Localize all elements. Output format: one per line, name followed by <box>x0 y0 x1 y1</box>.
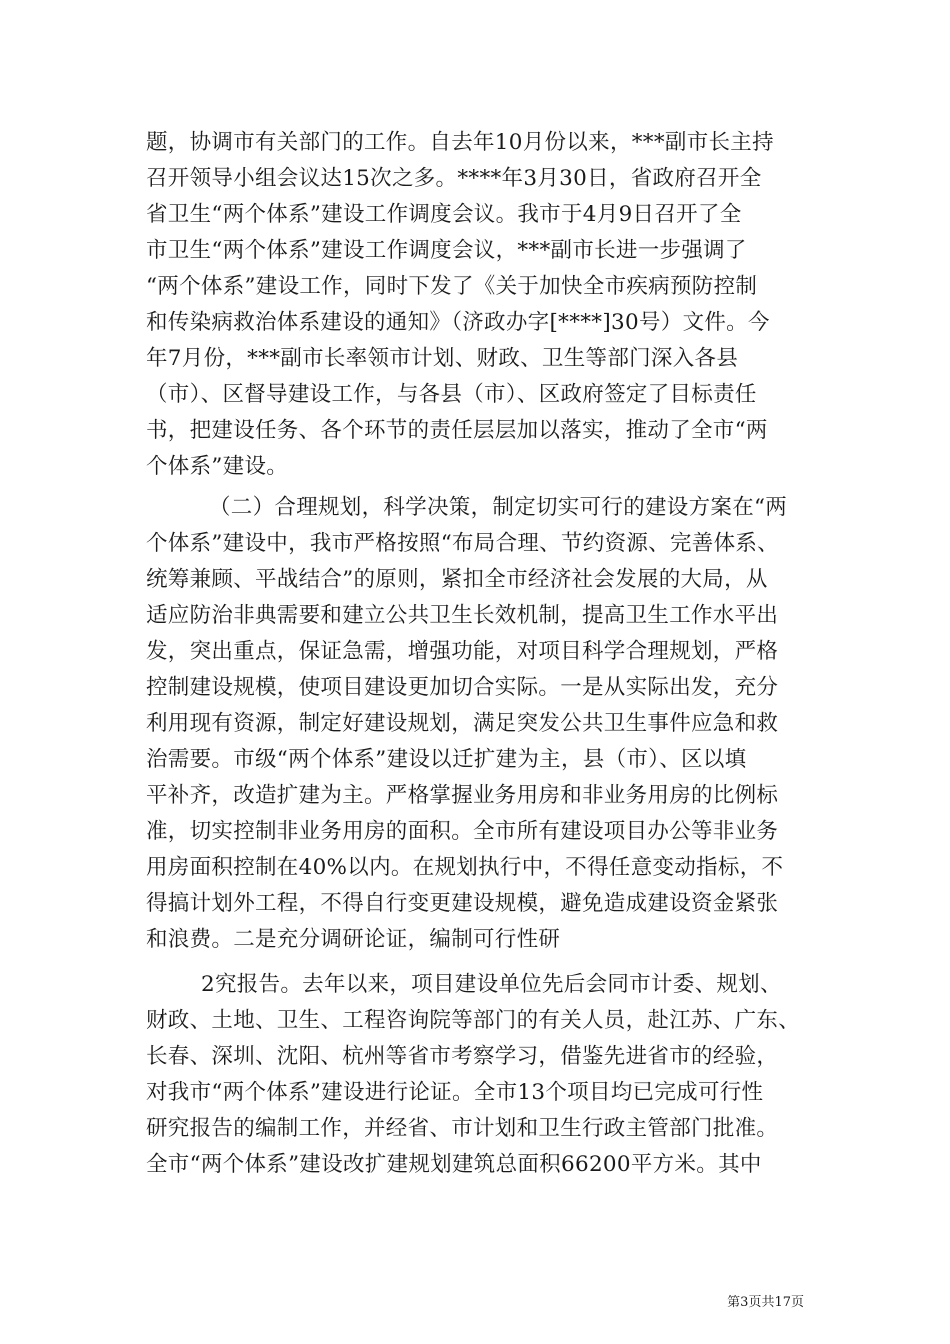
page-number-footer: 第3页共17页 <box>727 1295 804 1310</box>
text-line-12: 个体系”建设中，我市严格按照“布局合理、节约资源、完善体系、 <box>146 531 779 556</box>
text-line-5: “两个体系”建设工作，同时下发了《关于加快全市疾病预防控制 <box>146 274 758 299</box>
continuation-line: 2究报告。去年以来，项目建设单位先后会同市计委、规划、 <box>201 972 782 997</box>
text-line-22: 得搞计划外工程，不得自行变更建设规模，避免造成建设资金紧张 <box>146 891 779 916</box>
text-line-16: 控制建设规模，使项目建设更加切合实际。一是从实际出发，充分 <box>146 675 779 700</box>
text-line-6: 和传染病救治体系建设的通知》（济政办字[****]30号）文件。今 <box>146 310 770 335</box>
text-line-10: 个体系”建设。 <box>146 454 289 479</box>
paragraph-heading-line: （二）合理规划，科学决策，制定切实可行的建设方案在“两 <box>209 495 788 520</box>
text-line-8: （市）、区督导建设工作，与各县（市）、区政府签定了目标责任 <box>146 382 757 407</box>
text-line-4: 市卫生“两个体系”建设工作调度会议，***副市长进一步强调了 <box>146 238 747 263</box>
text-line-15: 发，突出重点，保证急需，增强功能，对项目科学合理规划，严格 <box>146 639 779 664</box>
text-line-19: 平补齐，改造扩建为主。严格掌握业务用房和非业务用房的比例标 <box>146 783 779 808</box>
text-line-21: 用房面积控制在40%以内。在规划执行中，不得任意变动指标，不 <box>146 855 784 880</box>
text-line-18: 治需要。市级“两个体系”建设以迁扩建为主，县（市）、区以填 <box>146 747 747 772</box>
text-line-2: 召开领导小组会议达15次之多。****年3月30日，省政府召开全 <box>146 166 762 191</box>
text-line-27: 对我市“两个体系”建设进行论证。全市13个项目均已完成可行性 <box>146 1080 764 1105</box>
text-line-14: 适应防治非典需要和建立公共卫生长效机制，提高卫生工作水平出 <box>146 603 779 628</box>
text-line-17: 利用现有资源，制定好建设规划，满足突发公共卫生事件应急和救 <box>146 711 779 736</box>
text-line-13: 统筹兼顾、平战结合”的原则，紧扣全市经济社会发展的大局，从 <box>146 567 768 592</box>
text-line-29: 全市“两个体系”建设改扩建规划建筑总面积66200平方米。其中 <box>146 1152 762 1177</box>
text-line-25: 财政、土地、卫生、工程咨询院等部门的有关人员，赴江苏、广东、 <box>146 1008 801 1033</box>
text-line-26: 长春、深圳、沈阳、杭州等省市考察学习，借鉴先进省市的经验， <box>146 1044 779 1069</box>
text-line-3: 省卫生“两个体系”建设工作调度会议。我市于4月9日召开了全 <box>146 202 742 227</box>
text-line-1: 题，协调市有关部门的工作。自去年10月份以来，***副市长主持 <box>146 130 774 155</box>
text-line-28: 研究报告的编制工作，并经省、市计划和卫生行政主管部门批准。 <box>146 1116 779 1141</box>
text-line-23: 和浪费。二是充分调研论证，编制可行性研 <box>146 927 561 952</box>
text-line-20: 准，切实控制非业务用房的面积。全市所有建设项目办公等非业务 <box>146 819 779 844</box>
text-line-7: 年7月份，***副市长率领市计划、财政、卫生等部门深入各县 <box>146 346 739 371</box>
text-line-9: 书，把建设任务、各个环节的责任层层加以落实，推动了全市“两 <box>146 418 768 443</box>
